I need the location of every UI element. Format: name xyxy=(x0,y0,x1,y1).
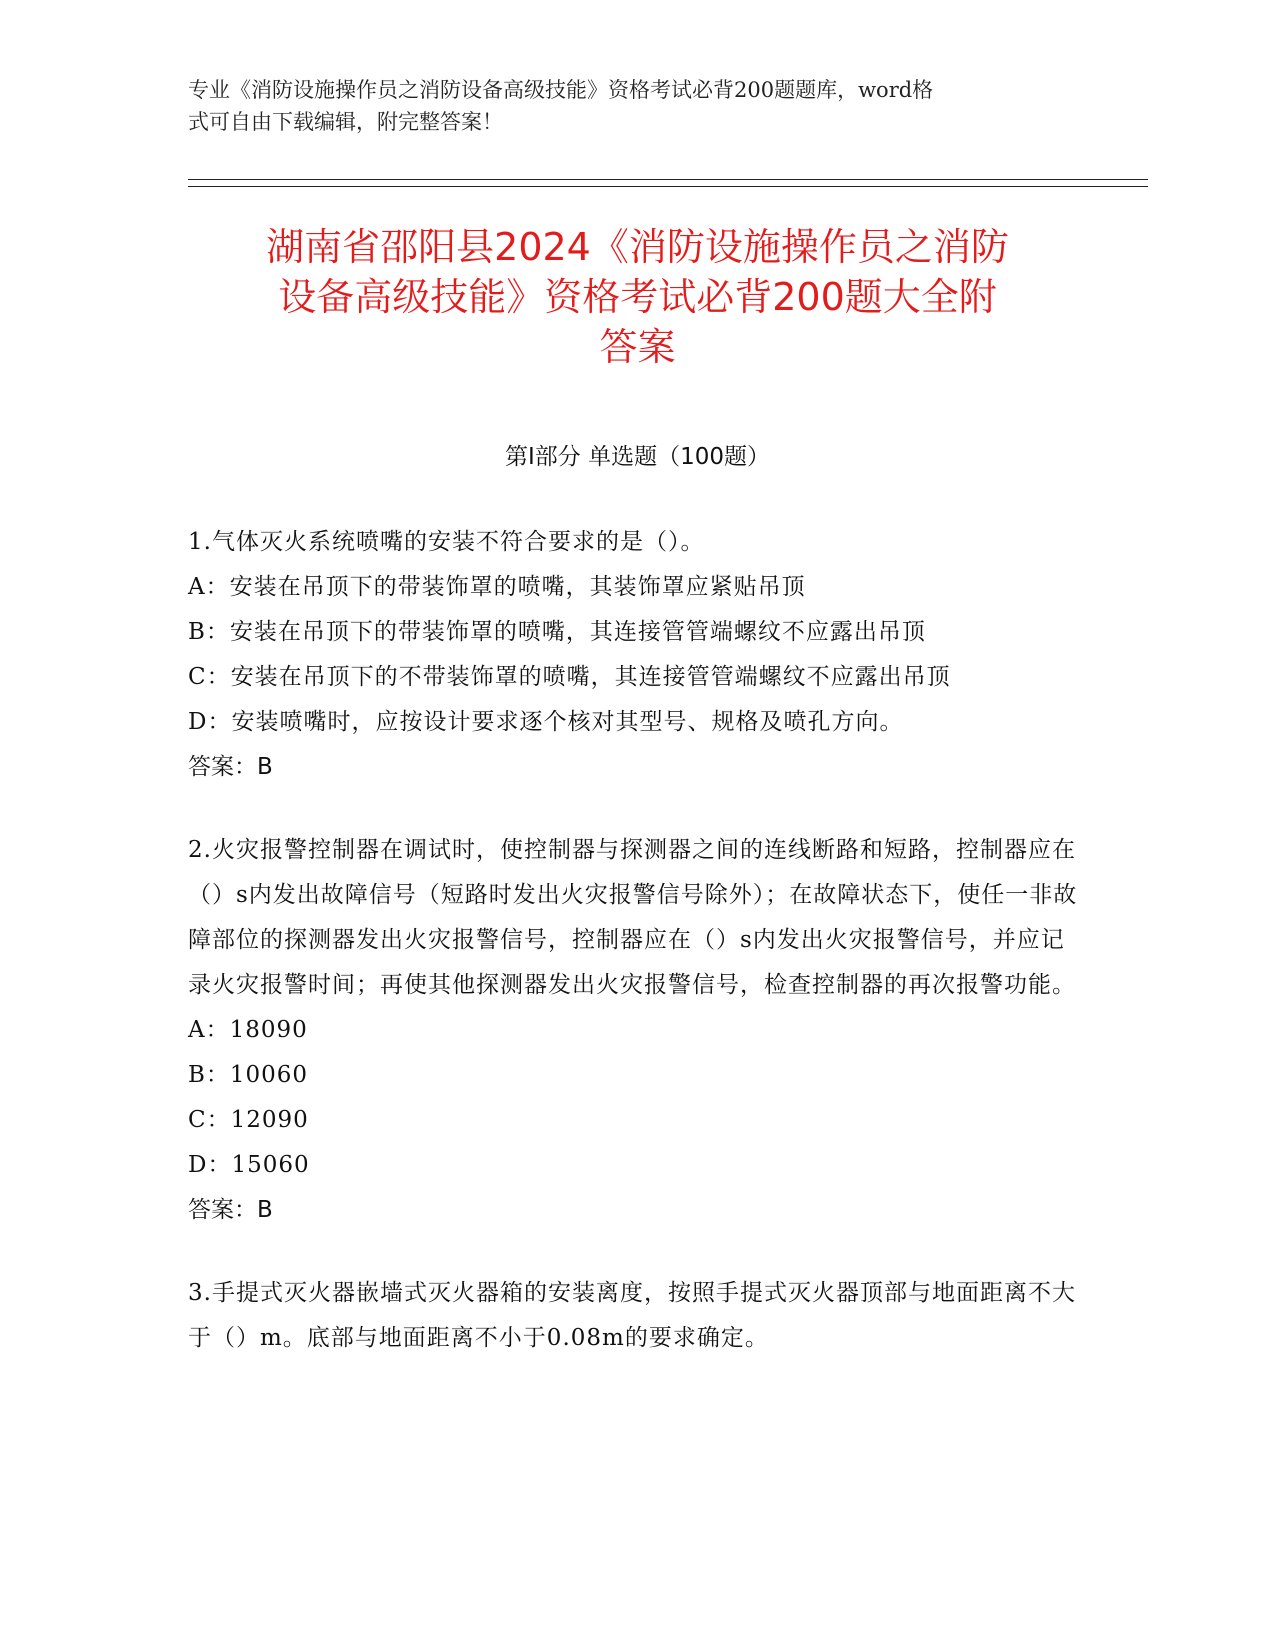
option-d: D：安装喷嘴时，应按设计要求逐个核对其型号、规格及喷孔方向。 xyxy=(188,709,904,735)
title-line-3: 答案 xyxy=(599,325,676,369)
question-2 xyxy=(188,828,1088,1233)
question-list xyxy=(188,520,1088,1399)
title-line-2: 设备高级技能》资格考试必背200题大全附 xyxy=(278,275,997,319)
question-stem: 1.气体灭火系统喷嘴的安装不符合要求的是（）。 xyxy=(188,529,705,555)
option-c: C：12090 xyxy=(188,1107,309,1133)
header-line-2: 式可自由下载编辑，附完整答案！ xyxy=(188,110,503,134)
question-stem: 2.火灾报警控制器在调试时，使控制器与探测器之间的连线断路和短路，控制器应在（）s内发出故障信号（短路时发出火灾报警信号除外）；在故障状态下，使任一非故障部位的探测器发出火灾报警信号，控制器应在（）s内发出火灾报警信号，并应记录火灾报警时间；再使其他探测器发出火灾报警信号，检查控制器的再次报警功能。 xyxy=(188,837,1078,998)
option-c: C：安装在吊顶下的不带装饰罩的喷嘴，其连接管管端螺纹不应露出吊顶 xyxy=(188,664,951,690)
option-b: B：10060 xyxy=(188,1062,309,1088)
answer-label: 答案：B xyxy=(188,754,273,780)
header-divider-bottom xyxy=(188,186,1148,187)
section-heading: 第Ⅰ部分 单选题（100题） xyxy=(505,444,770,470)
answer-label: 答案：B xyxy=(188,1197,273,1223)
option-d: D：15060 xyxy=(188,1152,310,1178)
question-1 xyxy=(188,520,1088,790)
document-header xyxy=(188,74,1088,138)
option-a: A：18090 xyxy=(188,1017,308,1043)
question-stem: 3.手提式灭火器嵌墙式灭火器箱的安装离度，按照手提式灭火器顶部与地面距离不大于（）m。底部与地面距离不小于0.08m的要求确定。 xyxy=(188,1280,1076,1351)
question-3 xyxy=(188,1271,1088,1361)
title-line-1: 湖南省邵阳县2024《消防设施操作员之消防 xyxy=(266,225,1009,269)
option-a: A：安装在吊顶下的带装饰罩的喷嘴，其装饰罩应紧贴吊顶 xyxy=(188,574,806,600)
document-title xyxy=(160,222,1115,372)
header-divider-top xyxy=(188,179,1148,180)
header-line-1: 专业《消防设施操作员之消防设备高级技能》资格考试必背200题题库，word格 xyxy=(188,78,934,102)
option-b: B：安装在吊顶下的带装饰罩的喷嘴，其连接管管端螺纹不应露出吊顶 xyxy=(188,619,926,645)
